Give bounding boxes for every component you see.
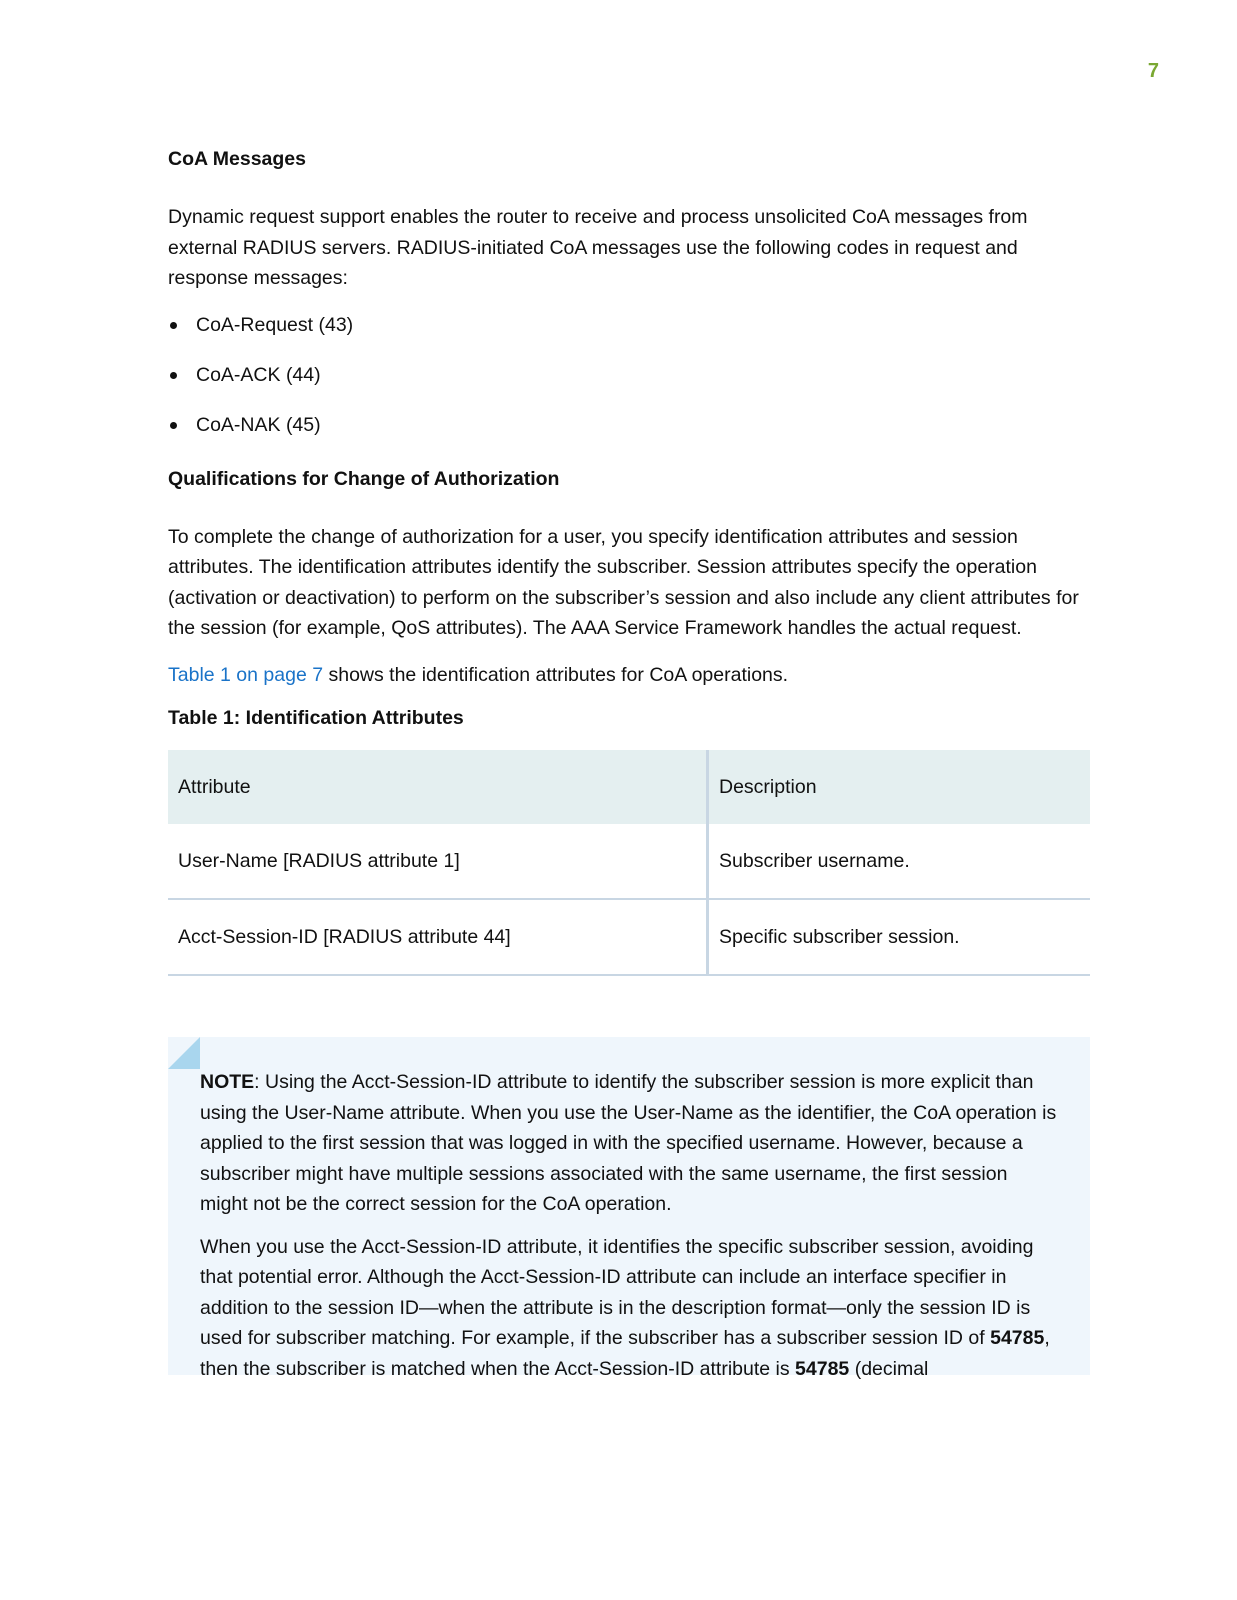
bullet-icon: [170, 322, 177, 329]
coa-code: CoA-Request (43): [196, 313, 354, 336]
attribute-cell: Acct-Session-ID [RADIUS attribute 44]: [168, 899, 708, 975]
table-row: [168, 824, 1090, 899]
table-reference-link[interactable]: Table 1 on page 7: [168, 663, 324, 686]
note-label: NOTE: [200, 1071, 255, 1093]
table-title: Table 1: Identification Attributes: [168, 707, 464, 729]
session-id-value: 54785: [795, 1357, 850, 1380]
qualifications-paragraph: To complete the change of authorization for a user, you specify identification attributes and session attributes. The identification attributes identify the subscriber. Session attributes specify the operation (activation or deactivation) to perform on the subscriber’s session and also include any client attributes for the session (for example, QoS attributes). The AAA Service Framework handles the actual request.: [168, 525, 1079, 639]
note-text: (decimal: [849, 1357, 929, 1380]
note-paragraph-2: [200, 1232, 1060, 1385]
note-text: : Using the Acct-Session-ID attribute to identify the subscriber session is more explicit than using the User-Name attribute. When you use the User-Name as the identifier, the CoA operation is applied to the first session that was logged in with the specified username. However, because a subscriber might have multiple sessions associated with the same username, the first session might not be the correct session for the CoA operation.: [200, 1071, 1057, 1215]
description-cell: Specific subscriber session.: [708, 899, 1091, 975]
note-text: , then the subscriber is matched when the Acct-Session-ID attribute is: [200, 1327, 1050, 1380]
note-box: [168, 1037, 1090, 1380]
coa-code: CoA-NAK (45): [196, 413, 321, 436]
column-header-description: Description: [708, 750, 1091, 824]
table-reference-text: shows the identification attributes for CoA operations.: [323, 663, 789, 686]
description-cell: Subscriber username.: [708, 824, 1091, 899]
note-paragraph-1: [200, 1067, 1060, 1220]
session-id-value: 54785: [990, 1327, 1045, 1349]
list-item: [168, 362, 1090, 388]
coa-messages-heading: CoA Messages: [168, 148, 306, 170]
page-number: 7: [1147, 60, 1159, 82]
list-item: [168, 312, 1090, 338]
coa-code-list: [168, 312, 1090, 438]
list-item: [168, 412, 1090, 438]
table-header-row: [168, 750, 1090, 824]
attribute-cell: User-Name [RADIUS attribute 1]: [168, 824, 708, 899]
qualifications-heading: Qualifications for Change of Authorization: [168, 467, 560, 490]
bullet-icon: [170, 422, 177, 429]
document-content: [168, 146, 1090, 976]
column-header-attribute: Attribute: [168, 750, 708, 824]
note-body: [200, 1067, 1060, 1384]
note-corner-icon: [168, 1037, 200, 1069]
bullet-icon: [170, 372, 177, 379]
table-row: [168, 899, 1090, 975]
coa-messages-paragraph: Dynamic request support enables the router to receive and process unsolicited CoA messages from external RADIUS servers. RADIUS-initiated CoA messages use the following codes in request and response messages:: [168, 206, 1028, 289]
identification-attributes-table: [168, 750, 1090, 976]
note-text: When you use the Acct-Session-ID attribute, it identifies the specific subscriber session, avoiding that potential error. Although the Acct-Session-ID attribute can include an interface specifier in addition to the session ID—when the attribute is in the description format—only the session ID is used for subscriber matching. For example, if the subscriber has a subscriber session ID of: [200, 1235, 1034, 1349]
coa-code: CoA-ACK (44): [196, 363, 321, 386]
table-reference-paragraph: [168, 660, 1090, 691]
